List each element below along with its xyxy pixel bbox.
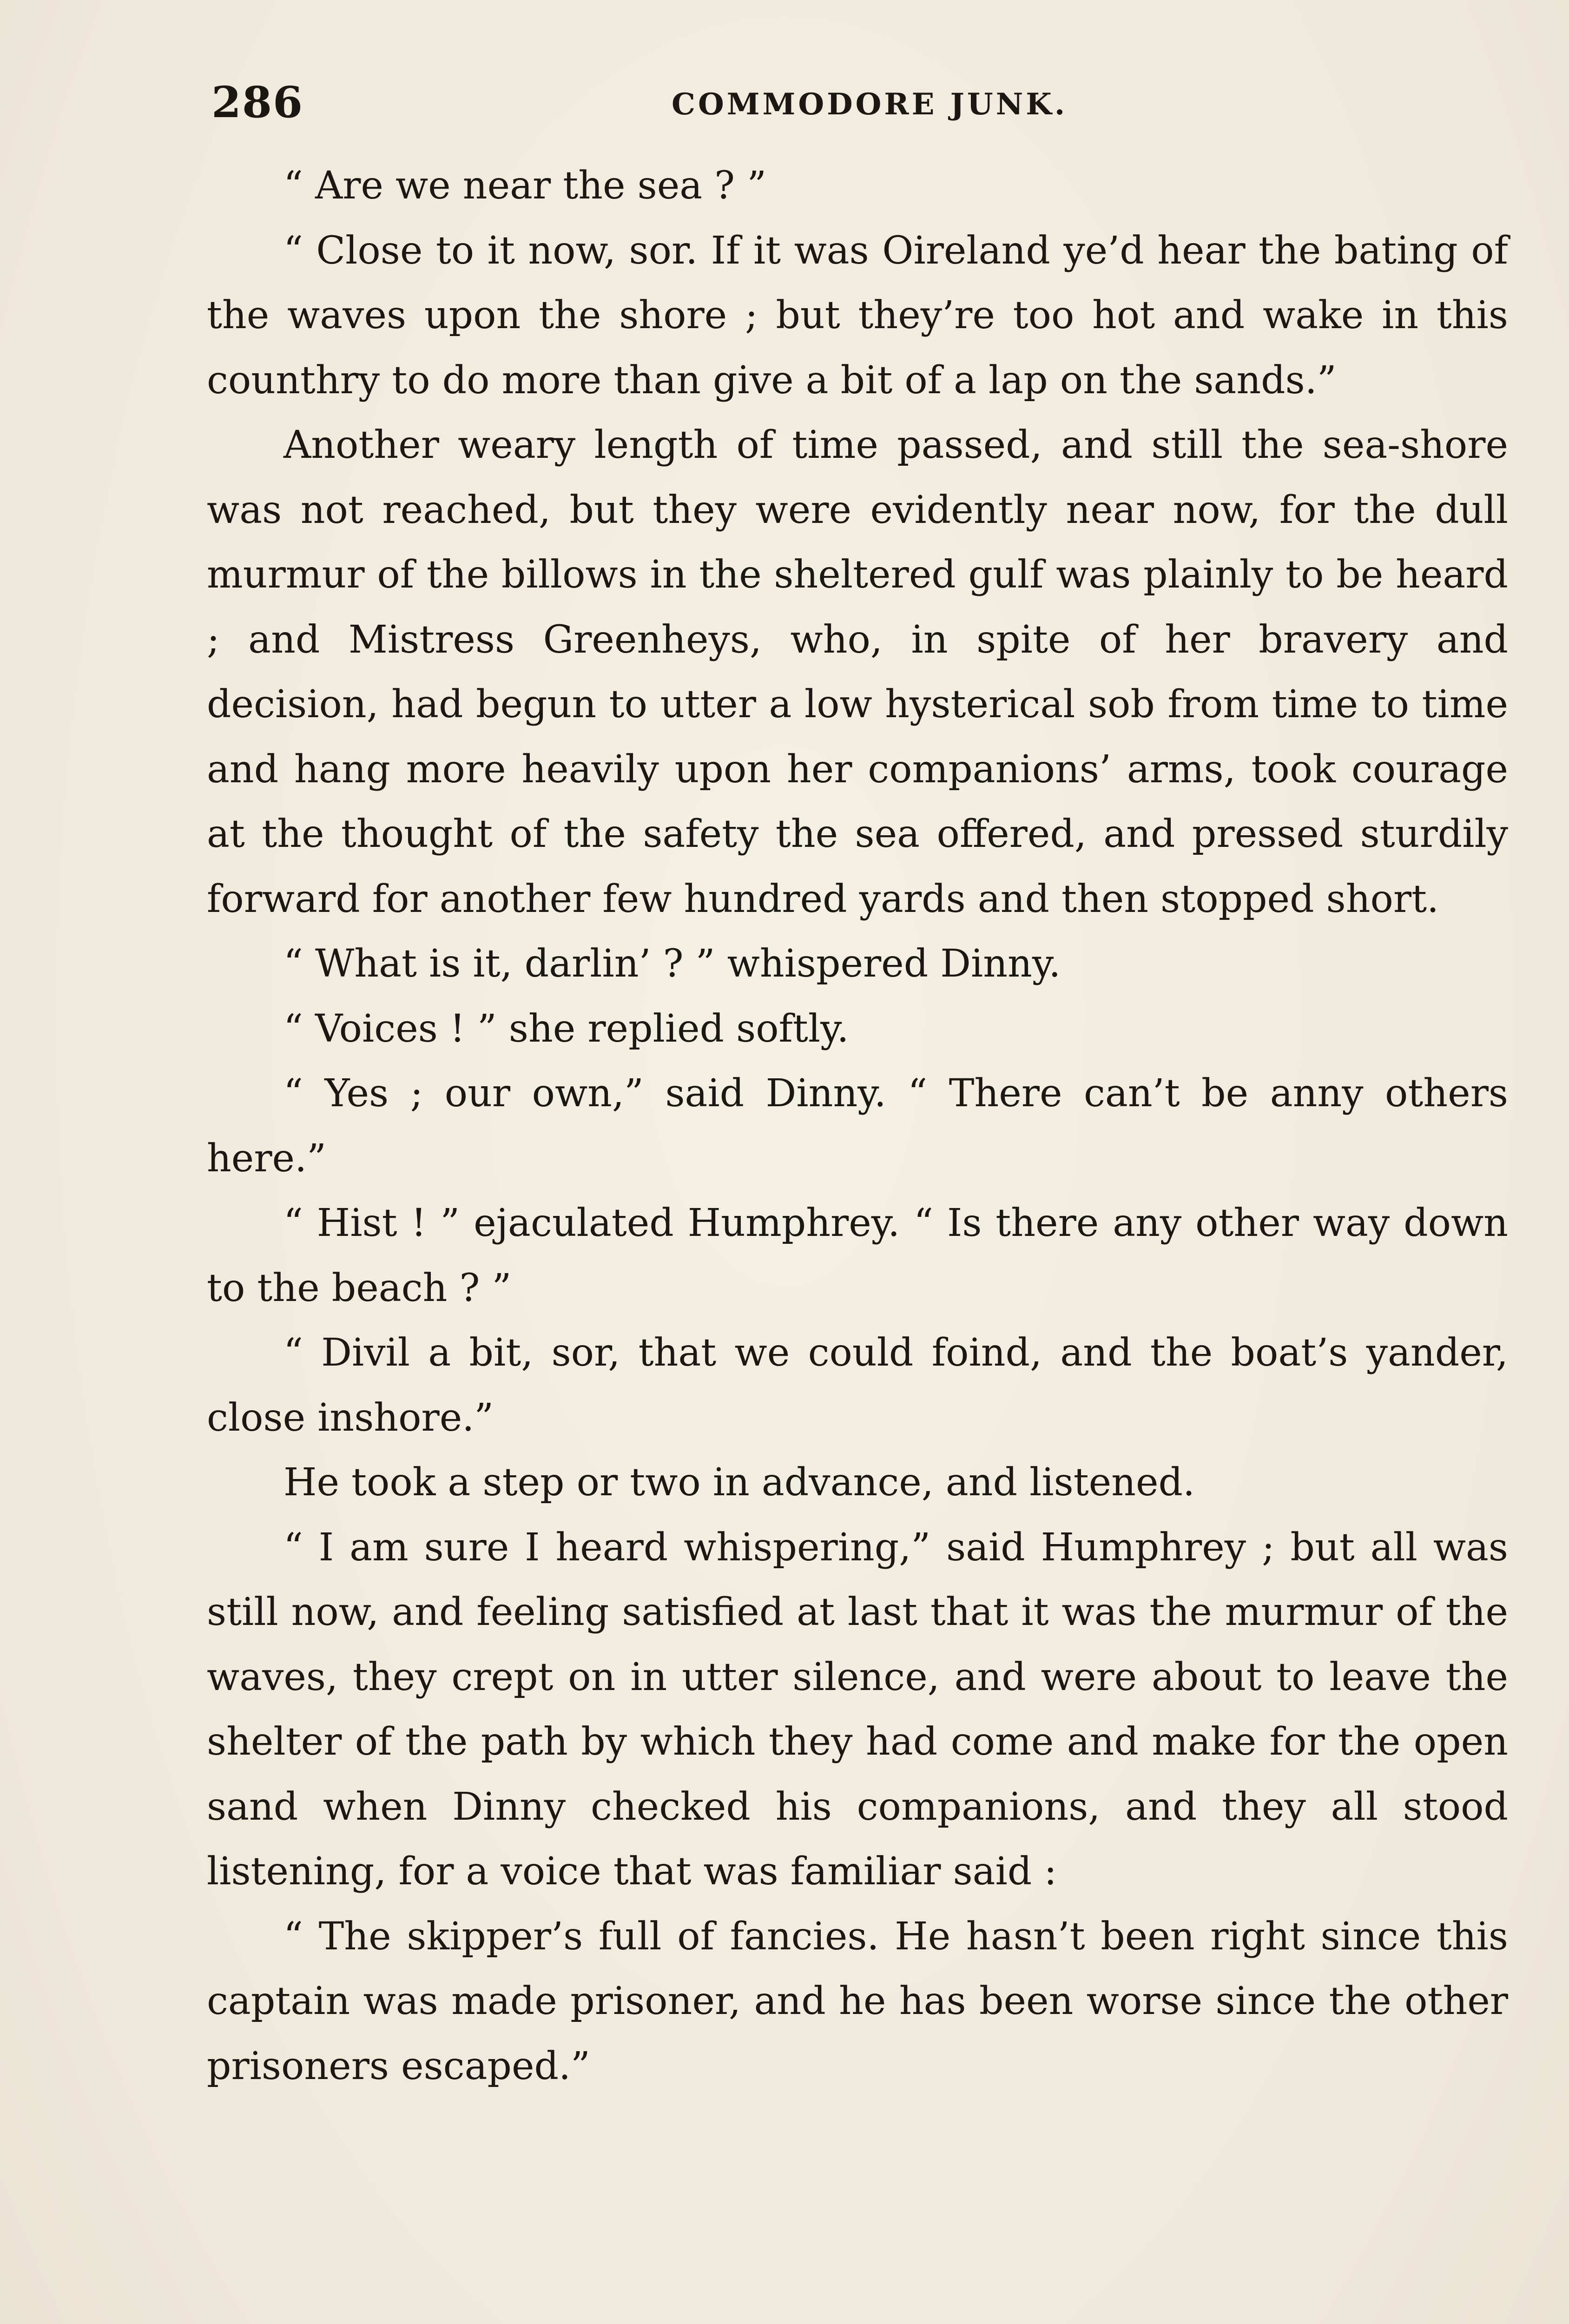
book-title: COMMODORE JUNK. (672, 87, 1068, 122)
running-head (211, 74, 1503, 130)
paragraph: “ The skipper’s full of fancies. He hasn’t been right since this captain was made prisoner, and he has been worse since the other prisoners escaped.” (207, 1914, 1508, 2088)
paragraph: “ What is it, darlin’ ? ” whispered Dinny. (283, 942, 1061, 986)
paragraph: “ Yes ; our own,” said Dinny. “ There can’t be anny others here.” (207, 1071, 1508, 1181)
paragraph: “ Close to it now, sor. If it was Oireland ye’d hear the bating of the waves upon the shore ; but they’re too hot and wake in this counthry to do more than give a bit of a lap on the sands.” (207, 228, 1508, 403)
paragraph: “ Voices ! ” she replied softly. (283, 1006, 849, 1051)
paragraph: Another weary length of time passed, and still the sea-shore was not reached, but they were evidently near now, for the dull murmur of the billows in the sheltered gulf was plainly to be heard ; and Mistress Greenheys, who, in spite of her bravery and decision, had begun to utter a low hysterical sob from time to time and hang more heavily upon her companions’ arms, took courage at the thought of the safety the sea offered, and pressed sturdily forward for another few hundred yards and then stopped short. (207, 423, 1508, 921)
paragraph: “ Are we near the sea ? ” (283, 164, 767, 208)
body-text (207, 153, 1508, 2099)
paragraph: “ Divil a bit, sor, that we could foind, and the boat’s yander, close inshore.” (207, 1331, 1508, 1440)
paragraph: “ I am sure I heard whispering,” said Humphrey ; but all was still now, and feeling satisfied at last that it was the murmur of the waves, they crept on in utter silence, and were about to leave the shelter of the path by which they had come and make for the open sand when Dinny checked his companions, and they all stood listening, for a voice that was familiar said : (207, 1525, 1508, 1894)
page-number: 286 (211, 77, 304, 127)
paragraph: He took a step or two in advance, and listened. (283, 1460, 1195, 1505)
paragraph: “ Hist ! ” ejaculated Humphrey. “ Is there any other way down to the beach ? ” (207, 1201, 1508, 1310)
